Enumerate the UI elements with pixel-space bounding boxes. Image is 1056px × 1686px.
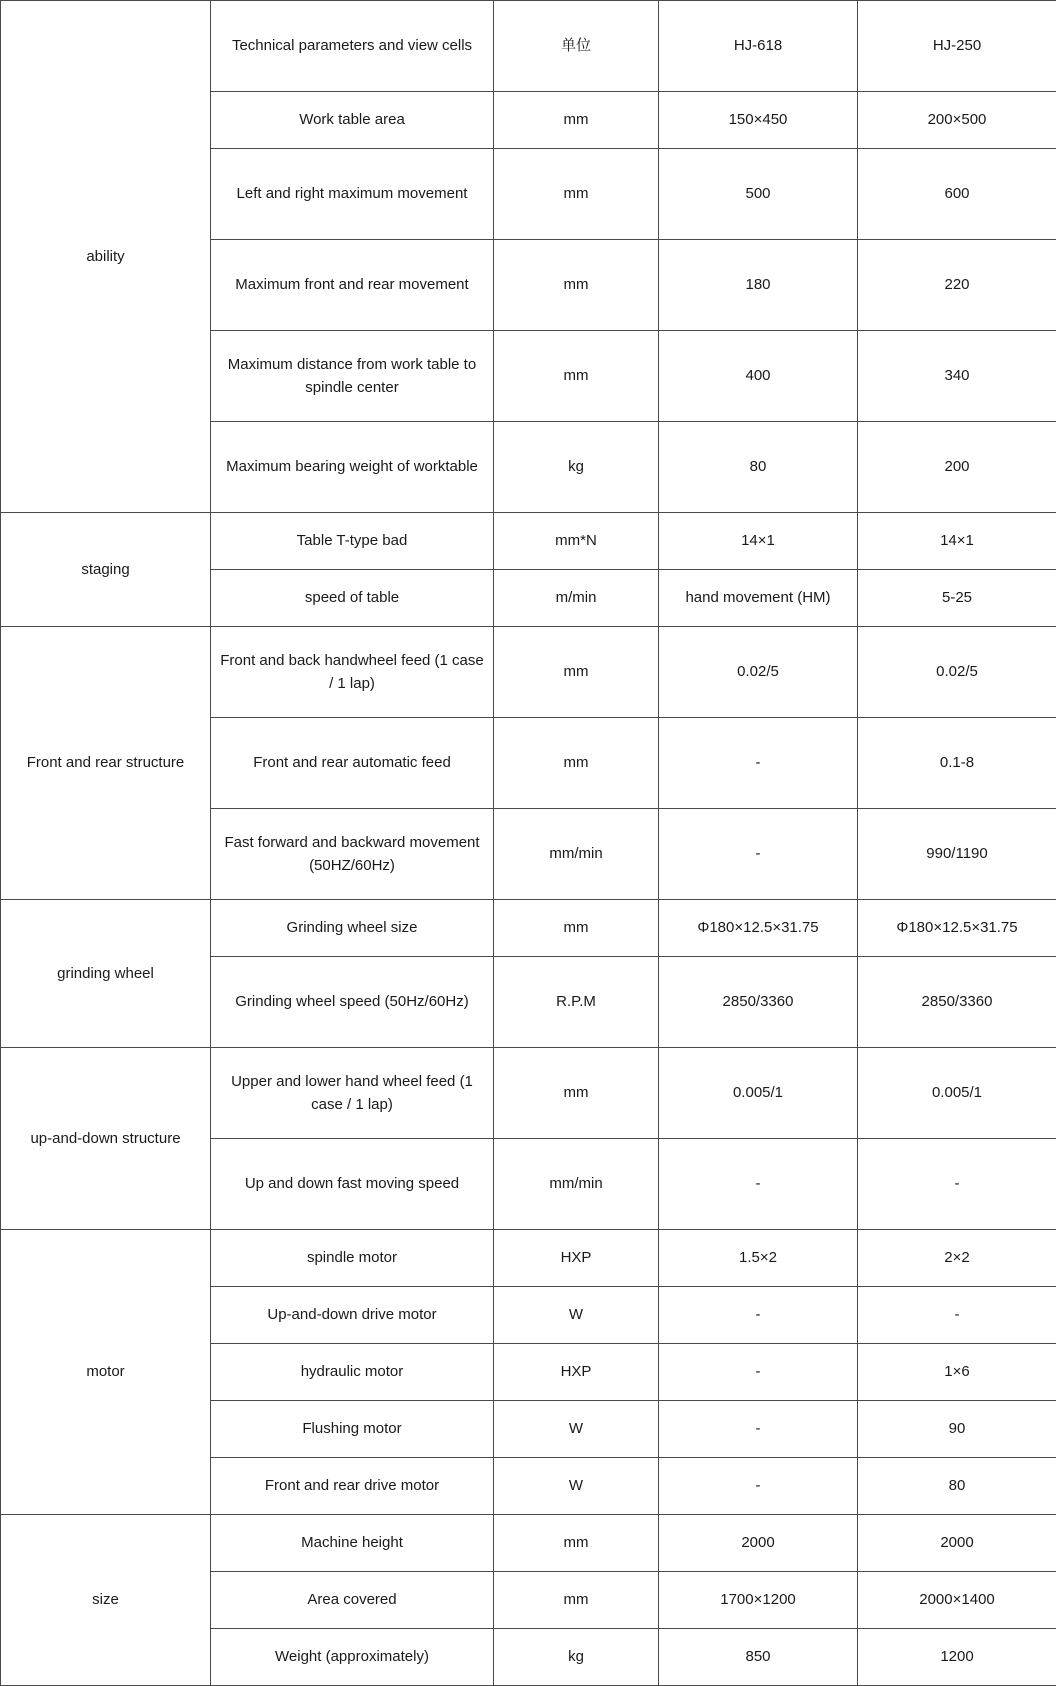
parameter-name-cell: Up and down fast moving speed [211,1139,494,1230]
value-cell-hj618: - [659,718,858,809]
parameter-name-cell: Grinding wheel speed (50Hz/60Hz) [211,957,494,1048]
unit-cell: W [494,1401,659,1458]
parameter-name-cell: Front and rear automatic feed [211,718,494,809]
value-cell-hj250: 2000 [858,1515,1056,1572]
parameter-name-cell: hydraulic motor [211,1344,494,1401]
unit-cell: R.P.M [494,957,659,1048]
unit-cell: m/min [494,570,659,627]
parameter-name-cell: Work table area [211,92,494,149]
unit-cell: kg [494,1629,659,1686]
value-cell-hj618: Φ180×12.5×31.75 [659,900,858,957]
group-label-cell: size [1,1515,211,1686]
value-cell-hj618: 14×1 [659,513,858,570]
unit-cell: W [494,1287,659,1344]
unit-cell: mm [494,1572,659,1629]
value-cell-hj618: - [659,1458,858,1515]
value-cell-hj618: 400 [659,331,858,422]
value-cell-hj250: Φ180×12.5×31.75 [858,900,1056,957]
value-cell-hj618: 1700×1200 [659,1572,858,1629]
value-cell-hj618: - [659,809,858,900]
unit-cell: mm [494,92,659,149]
value-cell-hj250: 5-25 [858,570,1056,627]
unit-cell: mm*N [494,513,659,570]
value-cell-hj618: 2850/3360 [659,957,858,1048]
table-row [1,1048,1056,1139]
value-cell-hj618: 150×450 [659,92,858,149]
parameter-name-cell: Upper and lower hand wheel feed (1 case / 1 lap) [211,1048,494,1139]
value-cell-hj250: 0.005/1 [858,1048,1056,1139]
value-cell-hj618: 180 [659,240,858,331]
group-label-cell: Front and rear structure [1,627,211,900]
value-cell-hj250: 600 [858,149,1056,240]
group-label-cell: grinding wheel [1,900,211,1048]
value-cell-hj250: - [858,1139,1056,1230]
unit-cell: kg [494,422,659,513]
value-cell-hj250: 1×6 [858,1344,1056,1401]
value-cell-hj250: 200 [858,422,1056,513]
value-cell-hj618: - [659,1344,858,1401]
parameter-name-cell: Maximum front and rear movement [211,240,494,331]
value-cell-hj618: 0.005/1 [659,1048,858,1139]
value-cell-hj250: 0.1-8 [858,718,1056,809]
table-row [1,627,1056,718]
parameter-name-cell: Maximum distance from work table to spindle center [211,331,494,422]
group-label-cell: ability [1,1,211,513]
unit-cell: mm [494,627,659,718]
parameter-name-cell: Up-and-down drive motor [211,1287,494,1344]
value-cell-hj250: 80 [858,1458,1056,1515]
value-cell-hj618: - [659,1401,858,1458]
parameter-name-cell: Maximum bearing weight of worktable [211,422,494,513]
parameter-name-cell: Weight (approximately) [211,1629,494,1686]
unit-cell: W [494,1458,659,1515]
parameter-name-cell: Table T-type bad [211,513,494,570]
specification-table-body [1,1,1056,1686]
unit-cell: mm [494,240,659,331]
value-cell-hj250: 0.02/5 [858,627,1056,718]
table-row [1,1230,1056,1287]
value-cell-hj618: 500 [659,149,858,240]
unit-cell: mm [494,900,659,957]
value-cell-hj250: 1200 [858,1629,1056,1686]
column-header-parameters: Technical parameters and view cells [211,1,494,92]
unit-cell: mm/min [494,809,659,900]
value-cell-hj250: 340 [858,331,1056,422]
unit-cell: mm [494,1048,659,1139]
group-label-cell: motor [1,1230,211,1515]
unit-cell: mm [494,331,659,422]
parameter-name-cell: spindle motor [211,1230,494,1287]
value-cell-hj618: 80 [659,422,858,513]
unit-cell: mm [494,149,659,240]
value-cell-hj250: 220 [858,240,1056,331]
table-row [1,1,1056,92]
value-cell-hj618: - [659,1139,858,1230]
unit-cell: mm [494,718,659,809]
value-cell-hj250: 2850/3360 [858,957,1056,1048]
column-header-hj618: HJ-618 [659,1,858,92]
parameter-name-cell: Left and right maximum movement [211,149,494,240]
parameter-name-cell: Grinding wheel size [211,900,494,957]
value-cell-hj250: 14×1 [858,513,1056,570]
column-header-hj250: HJ-250 [858,1,1056,92]
unit-cell: mm [494,1515,659,1572]
unit-cell: HXP [494,1230,659,1287]
parameter-name-cell: speed of table [211,570,494,627]
column-header-unit: 单位 [494,1,659,92]
value-cell-hj250: - [858,1287,1056,1344]
parameter-name-cell: Area covered [211,1572,494,1629]
value-cell-hj618: 0.02/5 [659,627,858,718]
value-cell-hj618: 2000 [659,1515,858,1572]
parameter-name-cell: Front and back handwheel feed (1 case / 1 lap) [211,627,494,718]
value-cell-hj250: 2000×1400 [858,1572,1056,1629]
group-label-cell: up-and-down structure [1,1048,211,1230]
value-cell-hj250: 200×500 [858,92,1056,149]
value-cell-hj250: 90 [858,1401,1056,1458]
parameter-name-cell: Front and rear drive motor [211,1458,494,1515]
value-cell-hj618: hand movement (HM) [659,570,858,627]
group-label-cell: staging [1,513,211,627]
value-cell-hj250: 2×2 [858,1230,1056,1287]
unit-cell: mm/min [494,1139,659,1230]
value-cell-hj250: 990/1190 [858,809,1056,900]
table-row [1,1515,1056,1572]
table-row [1,900,1056,957]
value-cell-hj618: - [659,1287,858,1344]
parameter-name-cell: Machine height [211,1515,494,1572]
parameter-name-cell: Fast forward and backward movement (50HZ/60Hz) [211,809,494,900]
value-cell-hj618: 850 [659,1629,858,1686]
value-cell-hj618: 1.5×2 [659,1230,858,1287]
parameter-name-cell: Flushing motor [211,1401,494,1458]
unit-cell: HXP [494,1344,659,1401]
table-row [1,513,1056,570]
